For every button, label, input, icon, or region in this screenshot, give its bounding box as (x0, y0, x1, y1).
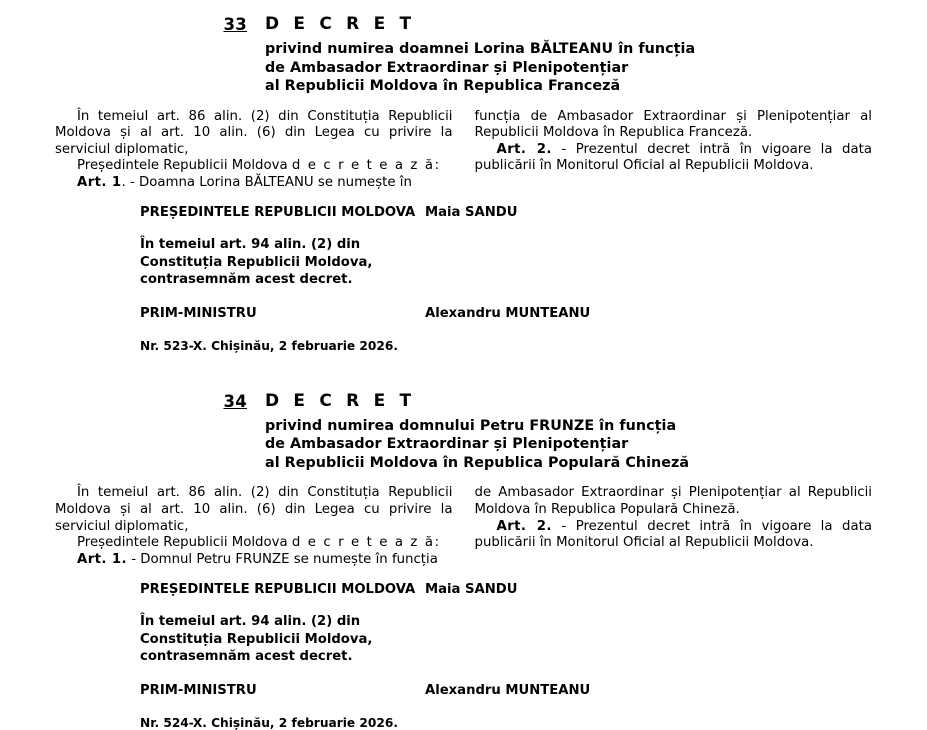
decreteaza-word: d e c r e t e a z ă: (291, 535, 441, 551)
article-2-label: Art. 2. (496, 141, 552, 157)
signature-block (55, 582, 872, 730)
document-number-date: Nr. 524-X. Chișinău, 2 februarie 2026. (140, 715, 398, 730)
countersign-note (140, 236, 872, 289)
decree-section (0, 353, 927, 730)
prime-minister-title: PRIM-MINISTRU (140, 305, 257, 321)
decree-title-block (265, 14, 872, 96)
body-column-right (475, 109, 873, 192)
article-2 (475, 519, 873, 552)
decreteaza-prefix: Președintele Republicii Moldova (77, 158, 292, 174)
countersign-line: Constituția Republicii Moldova, (140, 631, 373, 647)
article-1-label: Art. 1. (77, 551, 127, 567)
article-1-label: Art. 1 (77, 174, 122, 190)
president-row (140, 582, 872, 597)
body-paragraph-continued: de Ambasador Extraordinar și Plenipotențiar al Republicii Moldova în Republica Populară Chineză. (474, 485, 872, 518)
decreteaza-prefix: Președintele Republicii Moldova (77, 535, 292, 551)
prime-minister-title: PRIM-MINISTRU (140, 682, 257, 698)
president-title: PREȘEDINTELE REPUBLICII MOLDOVA (140, 582, 416, 598)
body-column-left (55, 109, 453, 192)
decree-body (55, 109, 872, 192)
president-name: Maia SANDU (425, 582, 518, 598)
president-title: PREȘEDINTELE REPUBLICII MOLDOVA (140, 205, 416, 221)
countersign-line: contrasemnăm acest decret. (140, 272, 353, 288)
article-2-text: - Prezentul decret intră în vigoare la data publicării în Monitorul Oficial al Republicii Moldova. (474, 518, 872, 551)
body-paragraph: În temeiul art. 86 alin. (2) din Constituția Republicii Moldova și al art. 10 alin. (6) din Legea cu privire la serviciul diplomatic, (55, 108, 453, 157)
body-column-left (55, 485, 453, 568)
president-name: Maia SANDU (425, 205, 518, 221)
decree-number: 33 (223, 15, 247, 34)
decree-subtitle-line: privind numirea domnului Petru FRUNZE în funcția (265, 417, 677, 434)
decree-word: D E C R E T (265, 390, 416, 411)
body-paragraph (55, 535, 453, 552)
article-2 (475, 142, 873, 175)
decree-subtitle-line: de Ambasador Extraordinar și Plenipotențiar (265, 436, 629, 453)
prime-minister-row (140, 306, 872, 321)
decree-number: 34 (223, 391, 247, 411)
decree-subtitle-line: privind numirea doamnei Lorina BĂLTEANU în funcția (265, 41, 696, 57)
countersign-note (140, 613, 872, 666)
president-row (140, 205, 872, 220)
article-1 (55, 552, 453, 569)
decree-title-block (265, 391, 872, 473)
article-1-text: . - Doamna Lorina BĂLTEANU se numește în (121, 174, 412, 190)
body-paragraph (55, 158, 453, 175)
body-paragraph: În temeiul art. 86 alin. (2) din Constituția Republicii Moldova și al art. 10 alin. (6) din Legea cu privire la serviciul diplomatic, (55, 485, 453, 534)
decree-section (0, 0, 927, 353)
document-number-date: Nr. 523-X. Chișinău, 2 februarie 2026. (140, 338, 398, 353)
article-2-label: Art. 2. (496, 518, 552, 534)
decree-subtitle-line: al Republicii Moldova în Republica Franceză (265, 78, 621, 94)
decree-subtitle-line: al Republicii Moldova în Republica Populară Chineză (265, 454, 690, 471)
countersign-line: În temeiul art. 94 alin. (2) din (140, 237, 361, 253)
decree-subtitle-line: de Ambasador Extraordinar și Plenipotențiar (265, 59, 629, 76)
body-paragraph-continued: funcția de Ambasador Extraordinar și Plenipotențiar al Republicii Moldova în Republica Franceză. (474, 108, 872, 141)
prime-minister-name: Alexandru MUNTEANU (425, 682, 591, 698)
countersign-line: contrasemnăm acest decret. (140, 649, 353, 665)
decree-word: D E C R E T (265, 14, 416, 34)
article-1 (55, 175, 453, 192)
article-2-text: - Prezentul decret intră în vigoare la data publicării în Monitorul Oficial al Republicii Moldova. (474, 141, 872, 174)
decreteaza-word: d e c r e t e a z ă: (291, 158, 441, 174)
signature-block (55, 205, 872, 353)
decree-header (55, 14, 872, 96)
body-column-right (475, 485, 873, 568)
decree-header (55, 391, 872, 473)
article-1-text: - Domnul Petru FRUNZE se numește în funcția (127, 551, 438, 567)
decree-body (55, 485, 872, 568)
countersign-line: Constituția Republicii Moldova, (140, 254, 373, 270)
countersign-line: În temeiul art. 94 alin. (2) din (140, 614, 361, 630)
prime-minister-name: Alexandru MUNTEANU (425, 305, 591, 321)
prime-minister-row (140, 683, 872, 698)
